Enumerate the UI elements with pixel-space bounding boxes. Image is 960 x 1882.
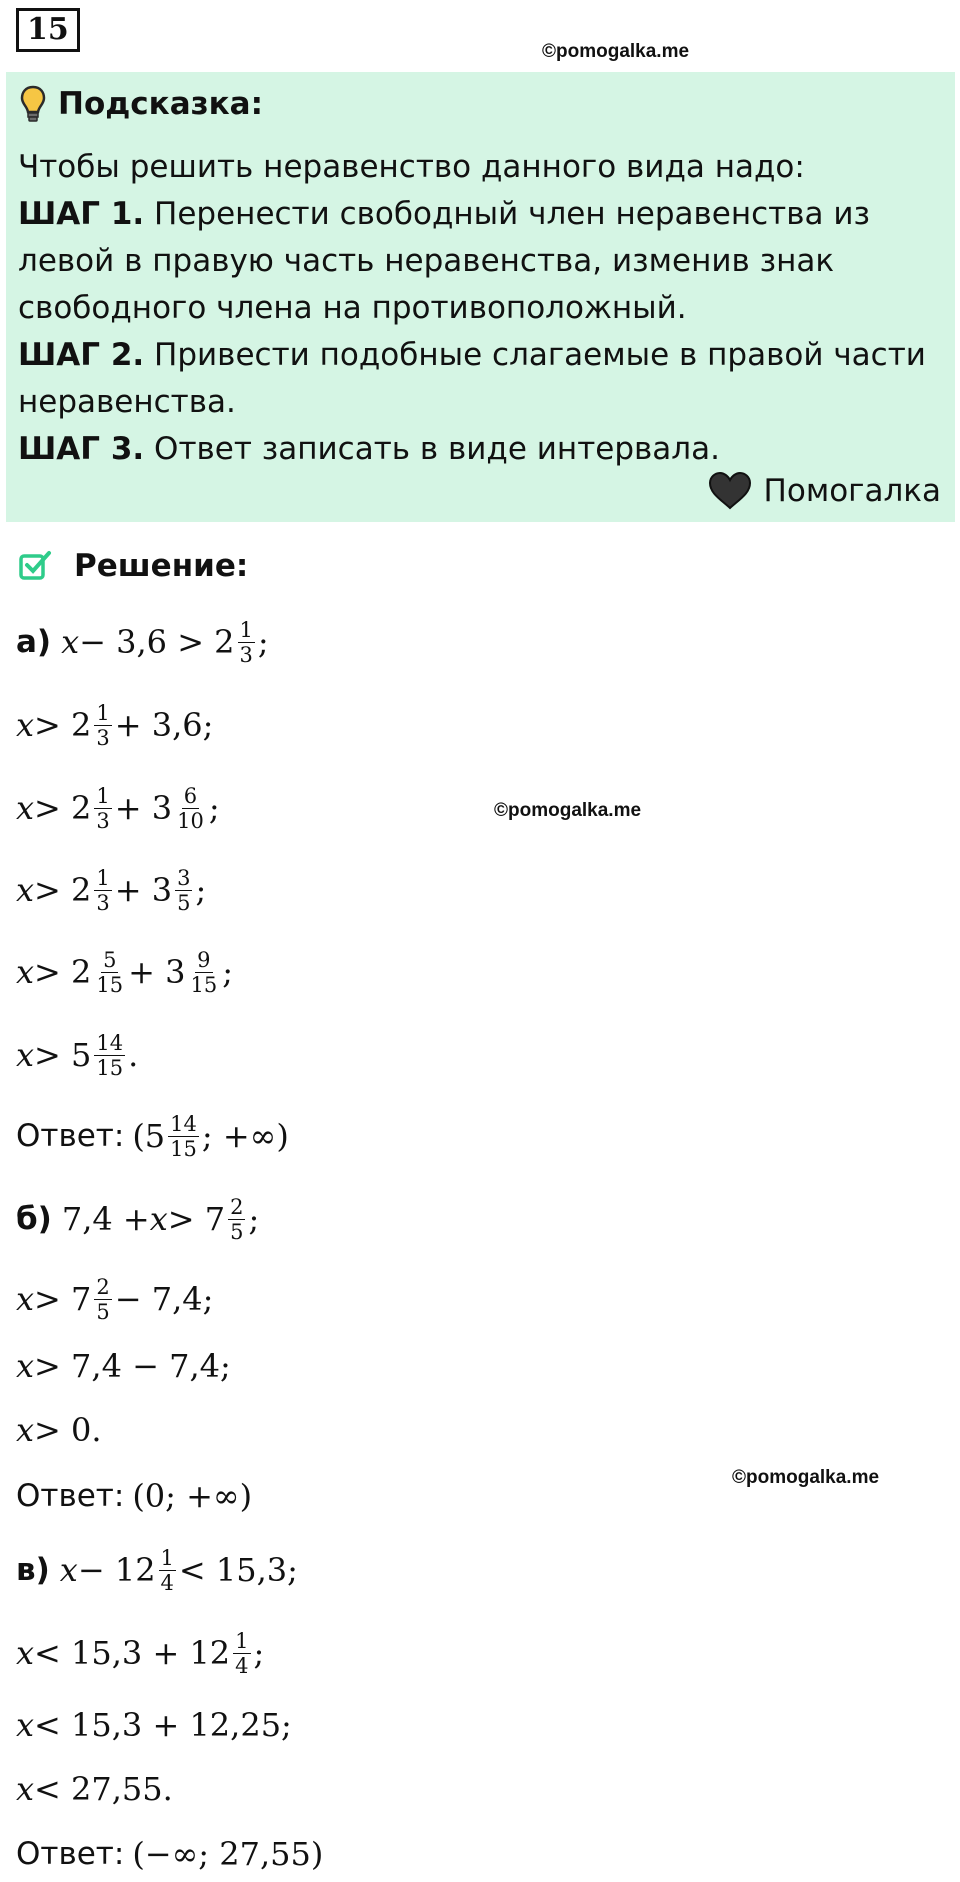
part-a-line-2: x > 2 $\frac{1}{3}$ + 3,6;	[16, 700, 214, 750]
hint-step-3: ШАГ 3. Ответ записать в виде интервала.	[18, 431, 720, 467]
hint-step-1: ШАГ 1. Перенести свободный член неравенства из левой в правую часть неравенства, изменив знак свободного члена на противоположный.	[18, 196, 870, 326]
part-b-line-3: x > 7,4 − 7,4;	[16, 1347, 231, 1385]
part-a-line-1: а) x − 3,6 > 2 $\frac{1}{3}$ ;	[16, 617, 269, 667]
part-a-line-5: x > 2 $\frac{5}{15}$ + 3 $\frac{9}{15}$ ;	[16, 947, 233, 997]
watermark: ©pomogalka.me	[542, 41, 690, 62]
part-a-line-6: x > 5 $\frac{14}{15}$ .	[16, 1030, 139, 1080]
brand-name: Помогалка	[763, 473, 941, 509]
part-b-line-1: б) 7,4 + x > 7 $\frac{2}{5}$ ;	[16, 1194, 260, 1244]
solution-header	[18, 546, 248, 586]
part-v-line-4: x < 27,55.	[16, 1770, 173, 1808]
hint-box	[6, 72, 955, 522]
heart-icon	[708, 472, 752, 510]
part-b-line-2: x > 7 $\frac{2}{5}$ − 7,4;	[16, 1274, 214, 1324]
task-number: 15	[16, 8, 80, 52]
watermark-3: ©pomogalka.me	[732, 1467, 880, 1488]
part-a-line-4: x > 2 $\frac{1}{3}$ + 3 $\frac{3}{5}$ ;	[16, 865, 207, 915]
hint-text	[18, 144, 948, 473]
hint-title: Подсказка:	[58, 86, 263, 122]
lightbulb-icon	[20, 85, 46, 123]
part-v-line-1: в) x − 12 $\frac{1}{4}$ < 15,3;	[16, 1545, 298, 1595]
part-b-line-4: x > 0.	[16, 1411, 102, 1449]
part-v-line-3: x < 15,3 + 12,25;	[16, 1706, 292, 1744]
solution-title: Решение:	[74, 548, 249, 584]
part-b-answer: Ответ: (0; +∞)	[16, 1477, 253, 1515]
hint-header	[20, 82, 263, 126]
hint-intro: Чтобы решить неравенство данного вида надо:	[18, 149, 805, 185]
brand	[708, 470, 941, 512]
watermark-2: ©pomogalka.me	[494, 800, 642, 821]
part-v-answer: Ответ: (−∞; 27,55)	[16, 1835, 324, 1873]
part-v-line-2: x < 15,3 + 12 $\frac{1}{4}$ ;	[16, 1628, 265, 1678]
hint-step-2: ШАГ 2. Привести подобные слагаемые в правой части неравенства.	[18, 337, 926, 420]
part-a-answer: Ответ: (5 $\frac{14}{15}$ ; +∞)	[16, 1111, 289, 1161]
checkbox-icon	[18, 549, 52, 583]
part-a-line-3: x > 2 $\frac{1}{3}$ + 3 $\frac{6}{10}$ ;	[16, 783, 220, 833]
